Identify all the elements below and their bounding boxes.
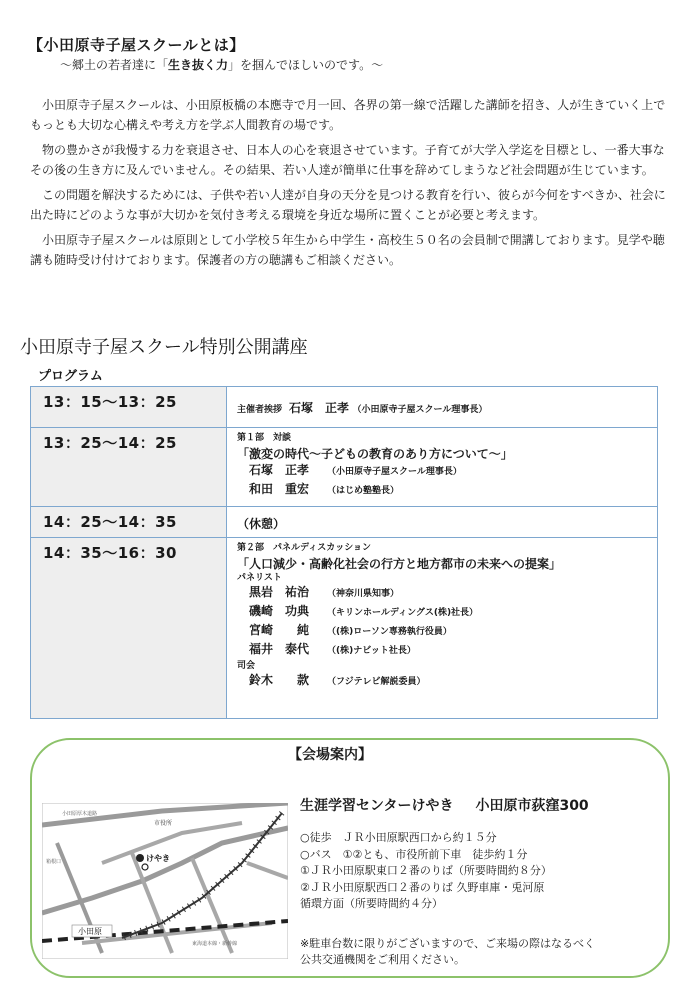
time-cell: 13：15～13：25 [31,387,227,427]
time-cell: 13：25～14：25 [31,428,227,506]
paragraph: この問題を解決するためには、子供や若い人達が自身の天分を見つける教育を行い、彼らが今何をすべきか、社会に出た時にどのような事が大切かを気付き考える環境を身近な場所に置くことが必要と考えます。 [30,188,666,222]
venue-title: 【会場案内】 [288,747,372,763]
detail-cell: （休憩） [237,517,286,531]
about-subtitle: ～郷土の若者達に「生き抜く力」を掴んでほしいのです。～ [60,58,384,72]
about-heading: 【小田原寺子屋スクールとは】 [28,36,245,54]
paragraph: 小田原寺子屋スクールは、小田原板橋の本應寺で月一回、各界の第一線で活躍した講師を招き、人が生きていく上でもっとも大切な心構えや考え方を学ぶ人間教育の場です。 [30,98,666,132]
subtitle-emphasis: 生き抜く力 [168,58,229,72]
detail-cell [227,428,657,506]
access-line: ②ＪＲ小田原駅西口２番のりば 久野車庫・兎河原 [300,880,545,894]
access-line: ○バス ①②とも、市役所前下車 徒歩約１分 [300,847,528,861]
program-table [30,386,658,719]
detail-cell: 主催者挨拶 石塚 正孝 （小田原寺子屋スクール理事長） [237,401,488,415]
session-theme: 「人口減少・高齢化社会の行方と地方都市の未来への提案」 [237,557,562,571]
panelist: 福井 泰代 （(株)ナビット社長） [249,642,416,656]
venue-map [42,803,288,959]
detail-cell [227,538,657,718]
session-theme: 「激変の時代～子どもの教育のあり方について～」 [237,447,513,461]
program-row [31,428,657,507]
access-info [300,830,552,913]
time-cell: 14：35～16：30 [31,538,227,718]
moderator-label: 司会 [237,661,256,671]
paragraph: 小田原寺子屋スクールは原則として小学校５年生から中学生・高校生５０名の会員制で開講しております。見学や聴講も随時受け付けております。保護者の方の聴講もご相談ください。 [30,233,665,267]
venue-name: 生涯学習センターけやき 小田原市荻窪300 [300,798,589,814]
map-road-label: 小田原厚木道路 [62,811,98,817]
about-body [30,96,670,276]
venue-marker [136,854,144,862]
panelist-label: パネリスト [237,573,282,583]
map-cityhall-label: 市役所 [154,820,173,827]
parking-note: ※駐車台数に限りがございますので、ご来場の際はなるべく 公共交通機関をご利用ください。 [300,937,595,966]
program-row [31,387,657,428]
session-category: 第１部 対談 [237,433,292,443]
panelist: 宮崎 純 （(株)ローソン専務執行役員） [249,623,452,637]
lecture-title: 小田原寺子屋スクール特別公開講座 [20,337,308,358]
program-row [31,507,657,538]
map-road-label: 東海道本線・新幹線 [192,941,238,947]
panelist: 磯崎 功典 （キリンホールディングス(株)社長） [249,604,479,618]
moderator: 鈴木 款 （フジテレビ解説委員） [249,673,426,687]
session-category: 第２部 パネルディスカッション [237,543,372,553]
access-line: 循環方面（所要時間約４分） [300,897,443,910]
map-station-label: 小田原 [78,927,102,936]
map-road-label: 箱根口 [46,859,62,865]
map-place-label: けやき [146,854,170,863]
program-label: プログラム [38,369,103,384]
speaker-name: 石塚 正孝 [289,401,350,415]
venue-address: 小田原市荻窪300 [475,798,589,814]
access-line: ①ＪＲ小田原駅東口２番のりば（所要時間約８分） [300,864,552,877]
time-cell: 14：25～14：35 [31,507,227,537]
participant: 石塚 正孝 （小田原寺子屋スクール理事長） [249,463,462,477]
participant: 和田 重宏 （はじめ塾塾長） [249,482,400,496]
program-row [31,538,657,718]
paragraph: 物の豊かさが我慢する力を衰退させ、日本人の心を衰退させています。子育てが大学入学迄を目標とし、一番大事なその後の生き方に及んでいません。その結果、若い人達が簡単に仕事を辞めてしまうなど社会問題が生じています。 [30,143,665,177]
access-line: ○徒歩 ＪＲ小田原駅西口から約１５分 [300,831,497,844]
panelist: 黒岩 祐治 （神奈川県知事） [249,585,400,599]
